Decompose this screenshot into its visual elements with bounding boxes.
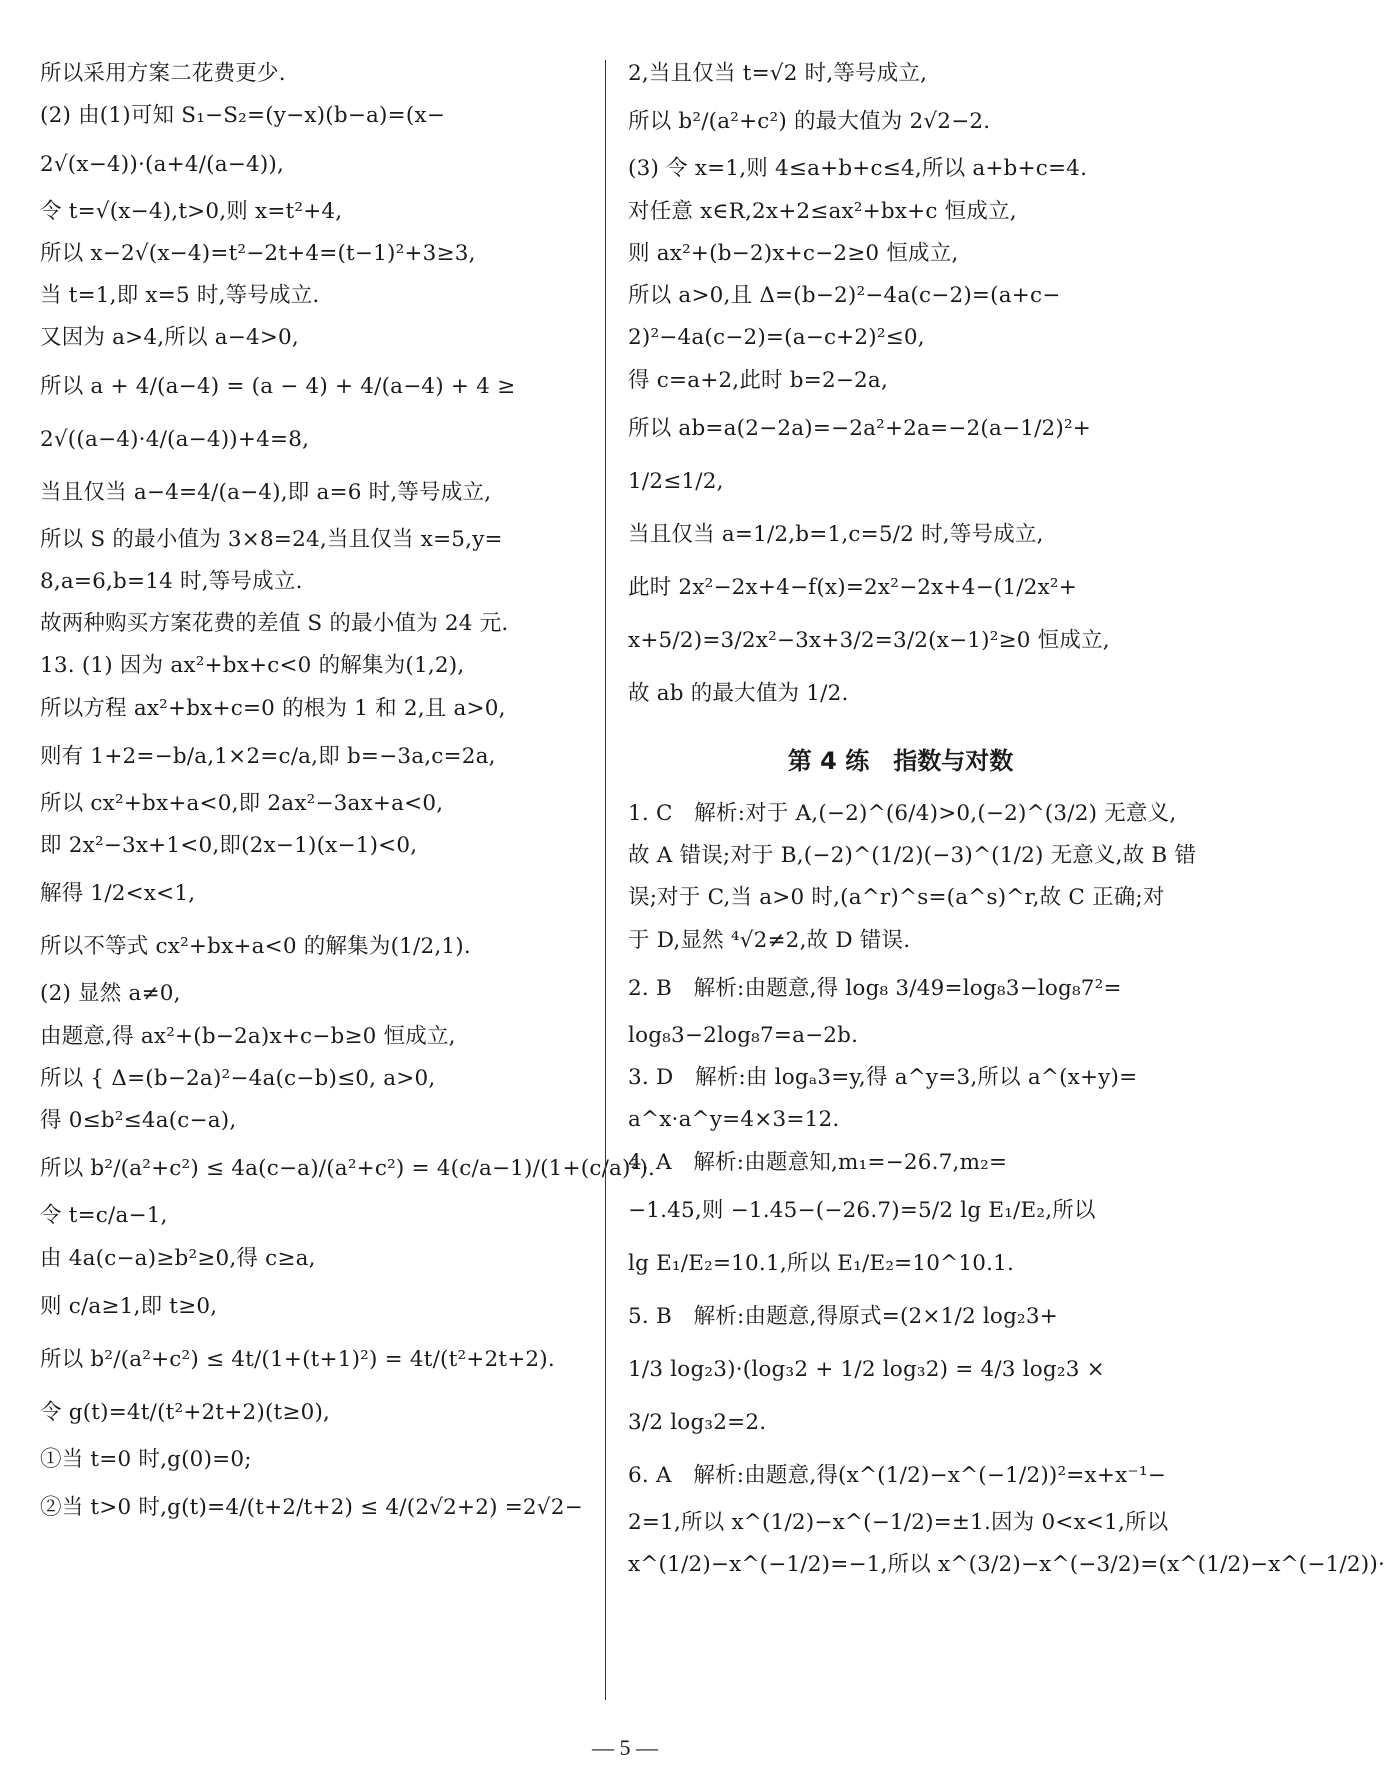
text-line: 所以方程 ax²+bx+c=0 的根为 1 和 2,且 a>0, <box>40 695 506 721</box>
text-line: 所以 S 的最小值为 3×8=24,当且仅当 x=5,y= <box>40 526 503 552</box>
text-line: 1. C 解析:对于 A,(−2)^(6/4)>0,(−2)^(3/2) 无意义, <box>628 800 1177 826</box>
text-line: 2=1,所以 x^(1/2)−x^(−1/2)=±1.因为 0<x<1,所以 <box>628 1509 1169 1535</box>
text-line: a^x·a^y=4×3=12. <box>628 1107 840 1133</box>
text-line: 则 ax²+(b−2)x+c−2≥0 恒成立, <box>628 240 959 266</box>
right-column-top <box>628 58 1173 715</box>
text-line: 3/2 log₃2=2. <box>628 1409 767 1435</box>
text-line: 则有 1+2=−b/a,1×2=c/a,即 b=−3a,c=2a, <box>40 743 496 769</box>
text-line: 故两种购买方案花费的差值 S 的最小值为 24 元. <box>40 611 509 636</box>
text-line: 所以 x−2√(x−4)=t²−2t+4=(t−1)²+3≥3, <box>40 240 476 266</box>
text-line: ②当 t>0 时,g(t)=4/(t+2/t+2) ≤ 4/(2√2+2) =2√2− <box>40 1495 583 1520</box>
text-line: 所以 ab=a(2−2a)=−2a²+2a=−2(a−1/2)²+ <box>628 415 1092 441</box>
text-line: 1/3 log₂3)·(log₃2 + 1/2 log₃2) = 4/3 log₂3 × <box>628 1356 1105 1382</box>
text-line: 故 ab 的最大值为 1/2. <box>628 680 849 706</box>
text-line: (2) 由(1)可知 S₁−S₂=(y−x)(b−a)=(x− <box>40 103 445 129</box>
text-line: 2√(x−4))·(a+4/(a−4)), <box>40 151 285 177</box>
text-line: 当且仅当 a−4=4/(a−4),即 a=6 时,等号成立, <box>40 479 492 505</box>
text-line: 于 D,显然 ⁴√2≠2,故 D 错误. <box>628 927 911 953</box>
right-column-bottom <box>628 798 1385 1582</box>
text-line: 得 c=a+2,此时 b=2−2a, <box>628 367 888 393</box>
text-line: 1/2≤1/2, <box>628 468 724 494</box>
text-line: 所以 cx²+bx+a<0,即 2ax²−3ax+a<0, <box>40 790 444 816</box>
text-line: (2) 显然 a≠0, <box>40 981 181 1007</box>
text-line: 所以 { Δ=(b−2a)²−4a(c−b)≤0, a>0, <box>40 1065 436 1091</box>
text-line: 解得 1/2<x<1, <box>40 881 196 907</box>
text-line: 又因为 a>4,所以 a−4>0, <box>40 325 299 351</box>
text-line: x^(1/2)−x^(−1/2)=−1,所以 x^(3/2)−x^(−3/2)=(x^(1/2)−x^(−1/2))· <box>628 1552 1385 1577</box>
text-line: 6. A 解析:由题意,得(x^(1/2)−x^(−1/2))²=x+x⁻¹− <box>628 1462 1166 1488</box>
text-line: 当且仅当 a=1/2,b=1,c=5/2 时,等号成立, <box>628 521 1044 547</box>
text-line: lg E₁/E₂=10.1,所以 E₁/E₂=10^10.1. <box>628 1250 1015 1276</box>
text-line: 由 4a(c−a)≥b²≥0,得 c≥a, <box>40 1245 316 1271</box>
text-line: ①当 t=0 时,g(0)=0; <box>40 1446 252 1472</box>
column-divider <box>605 60 606 1700</box>
text-line: 所以 b²/(a²+c²) ≤ 4t/(1+(t+1)²) = 4t/(t²+2t+2). <box>40 1346 555 1372</box>
text-line: x+5/2)=3/2x²−3x+3/2=3/2(x−1)²≥0 恒成立, <box>628 627 1110 653</box>
text-line: 2)²−4a(c−2)=(a−c+2)²≤0, <box>628 325 925 351</box>
text-line: 2,当且仅当 t=√2 时,等号成立, <box>628 61 928 86</box>
text-line: 2. B 解析:由题意,得 log₈ 3/49=log₈3−log₈7²= <box>628 975 1122 1001</box>
text-line: 所以 b²/(a²+c²) 的最大值为 2√2−2. <box>628 109 991 135</box>
page-number: — 5 — <box>592 1735 658 1760</box>
text-line: 得 0≤b²≤4a(c−a), <box>40 1108 237 1133</box>
text-line: 所以 b²/(a²+c²) ≤ 4a(c−a)/(a²+c²) = 4(c/a−1)/(1+(c/a)²). <box>40 1156 656 1182</box>
text-line: −1.45,则 −1.45−(−26.7)=5/2 lg E₁/E₂,所以 <box>628 1197 1096 1223</box>
text-line: 即 2x²−3x+1<0,即(2x−1)(x−1)<0, <box>40 833 418 858</box>
text-line: 所以 a>0,且 Δ=(b−2)²−4a(c−2)=(a+c− <box>628 283 1061 308</box>
text-line: log₈3−2log₈7=a−2b. <box>628 1022 859 1048</box>
text-line: 由题意,得 ax²+(b−2a)x+c−b≥0 恒成立, <box>40 1023 456 1049</box>
text-line: 此时 2x²−2x+4−f(x)=2x²−2x+4−(1/2x²+ <box>628 574 1077 600</box>
right-column <box>628 58 1385 1591</box>
text-line: 5. B 解析:由题意,得原式=(2×1/2 log₂3+ <box>628 1303 1058 1329</box>
text-line: 令 t=c/a−1, <box>40 1203 168 1229</box>
text-line: 故 A 错误;对于 B,(−2)^(1/2)(−3)^(1/2) 无意义,故 B 错 <box>628 843 1197 868</box>
text-line: 令 t=√(x−4),t>0,则 x=t²+4, <box>40 198 343 224</box>
text-line: 则 c/a≥1,即 t≥0, <box>40 1293 218 1319</box>
text-line: 令 g(t)=4t/(t²+2t+2)(t≥0), <box>40 1399 331 1425</box>
text-line: 13. (1) 因为 ax²+bx+c<0 的解集为(1,2), <box>40 653 465 679</box>
text-line: 对任意 x∈R,2x+2≤ax²+bx+c 恒成立, <box>628 198 1017 224</box>
text-line: 3. D 解析:由 logₐ3=y,得 a^y=3,所以 a^(x+y)= <box>628 1065 1138 1090</box>
text-line: 当 t=1,即 x=5 时,等号成立. <box>40 283 320 308</box>
text-line: 误;对于 C,当 a>0 时,(a^r)^s=(a^s)^r,故 C 正确;对 <box>628 885 1165 911</box>
text-line: 8,a=6,b=14 时,等号成立. <box>40 568 303 594</box>
text-line: 2√((a−4)·4/(a−4))+4=8, <box>40 426 310 452</box>
text-line: 所以 a + 4/(a−4) = (a − 4) + 4/(a−4) + 4 ≥ <box>40 373 516 399</box>
section-title: 第 4 练 指数与对数 <box>787 746 1014 775</box>
left-column <box>40 58 656 1539</box>
text-line: 4. A 解析:由题意知,m₁=−26.7,m₂= <box>628 1149 1008 1175</box>
text-line: 所以不等式 cx²+bx+a<0 的解集为(1/2,1). <box>40 934 471 960</box>
text-line: 所以采用方案二花费更少. <box>40 61 286 86</box>
text-line: (3) 令 x=1,则 4≤a+b+c≤4,所以 a+b+c=4. <box>628 156 1088 182</box>
